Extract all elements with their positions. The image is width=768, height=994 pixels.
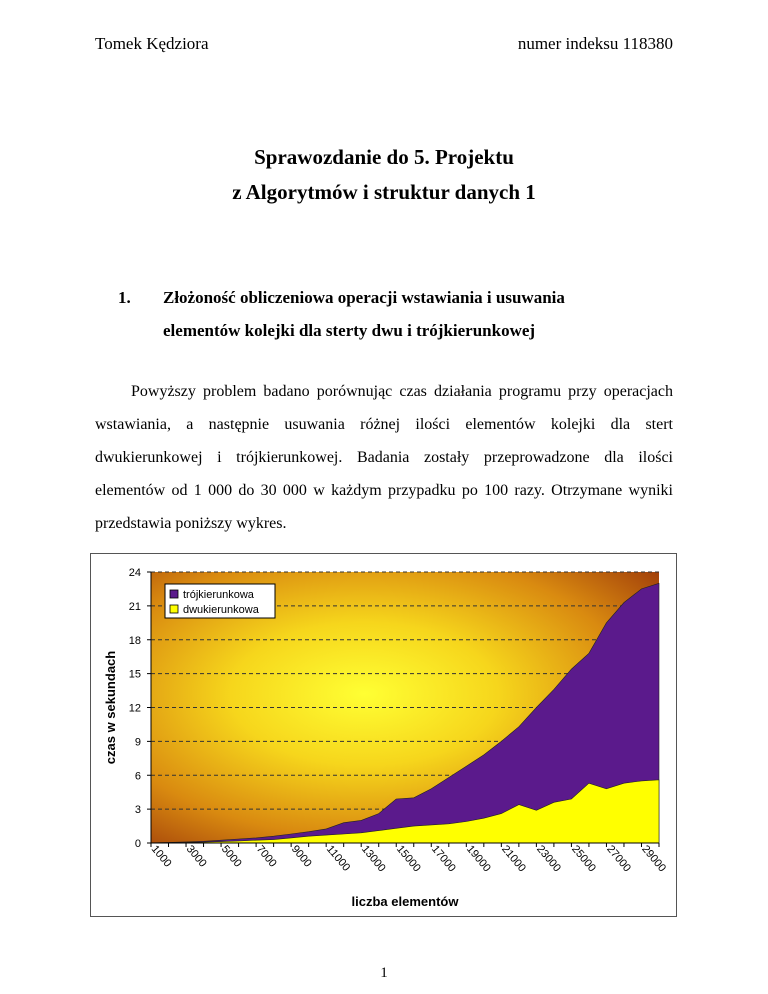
y-tick-label: 0: [134, 838, 141, 850]
index-number: numer indeksu 118380: [517, 34, 673, 53]
paragraph-text: Powyższy problem badano porównując czas działania programu przy operacjach wstawiania, a następnie usuwania różnej ilości elementów kolejki dla stert dwukierunkowej i trójkierunkowej. Badania zostały przeprowadzone dla ilości elementów od 1 000 do 30 000 w każdym przypadku po 100 razy. Otrzymane wyniki przedstawia poniższy wykres.: [95, 383, 673, 532]
x-tick-label: 19000: [464, 843, 493, 875]
x-tick-label: 21000: [499, 843, 528, 875]
y-tick-label: 12: [128, 702, 141, 715]
x-tick-label: 13000: [358, 843, 388, 875]
area-chart: [90, 553, 677, 917]
y-tick-label: 24: [128, 567, 141, 579]
page-number: 1: [380, 965, 388, 981]
x-tick-label: 7000: [253, 843, 279, 870]
x-tick-label: 5000: [218, 843, 244, 870]
x-tick-label: 1000: [148, 843, 174, 870]
x-tick-label: 9000: [288, 843, 314, 870]
y-axis-label: czas w sekundach: [103, 650, 118, 765]
section-number: 1.: [118, 288, 131, 307]
x-tick-label: 3000: [183, 843, 209, 870]
document-title-line2: z Algorytmów i struktur danych 1: [232, 180, 536, 204]
y-tick-label: 18: [128, 634, 141, 647]
legend-swatch: [170, 605, 178, 613]
x-tick-label: 15000: [393, 843, 423, 875]
x-tick-label: 29000: [639, 843, 669, 875]
legend-swatch: [170, 590, 178, 598]
author-name: Tomek Kędziora: [95, 34, 209, 53]
x-tick-label: 11000: [323, 843, 353, 874]
x-tick-label: 17000: [428, 843, 458, 875]
legend-label: trójkierunkowa: [183, 589, 254, 601]
y-tick-label: 6: [134, 770, 141, 783]
x-tick-label: 27000: [604, 843, 634, 875]
x-axis-label: liczba elementów: [351, 894, 459, 909]
document-title-line1: Sprawozdanie do 5. Projektu: [254, 145, 514, 169]
y-tick-label: 9: [134, 736, 141, 749]
chart-svg: [91, 554, 676, 916]
section-title-line2: elementów kolejki dla sterty dwu i trójkierunkowej: [163, 321, 536, 340]
y-tick-label: 3: [134, 804, 141, 817]
y-tick-label: 21: [128, 600, 141, 613]
y-tick-label: 15: [128, 668, 141, 681]
x-tick-label: 25000: [569, 843, 598, 875]
legend-label: dwukierunkowa: [183, 604, 259, 616]
body-paragraph: [95, 375, 673, 540]
x-tick-label: 23000: [534, 843, 563, 875]
section-title-line1: Złożoność obliczeniowa operacji wstawiania i usuwania: [163, 288, 565, 307]
